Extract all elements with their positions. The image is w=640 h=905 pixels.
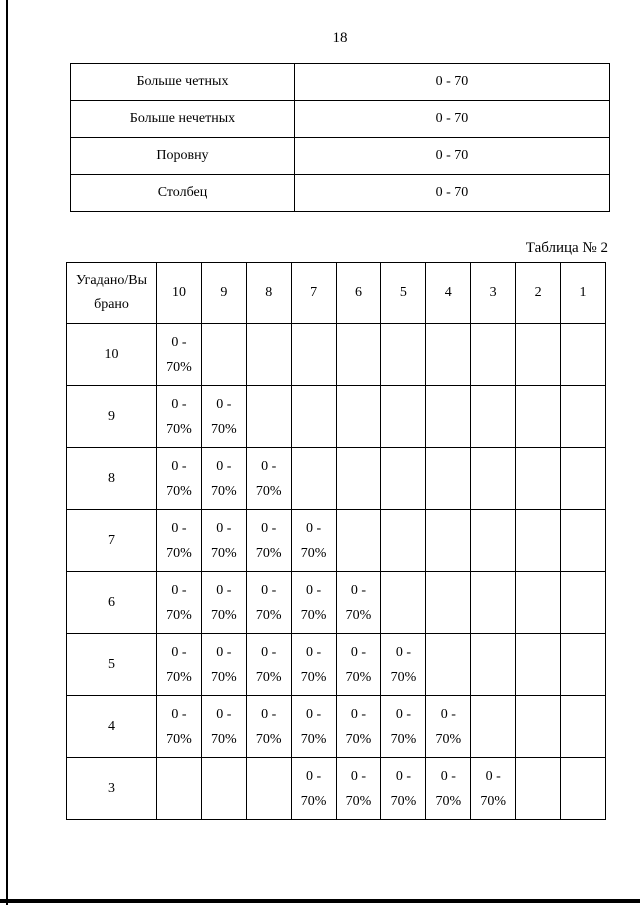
row-header: 7 [67,510,157,572]
corner-header-line2: брано [94,297,129,312]
column-header: 8 [246,263,291,324]
empty-cell [157,758,202,820]
empty-cell [381,386,426,448]
row-header: 8 [67,448,157,510]
cell-line: 70% [255,545,282,561]
cell-line: 70% [166,731,192,747]
probability-cell [426,758,471,820]
empty-cell [426,634,471,696]
probability-cell [336,758,381,820]
empty-cell [336,386,381,448]
empty-cell [516,634,561,696]
cell-line: 70% [345,793,372,809]
cell-line: 70% [211,731,237,747]
cell-line: 0 - [171,458,187,474]
probability-cell [291,696,336,758]
cell-line: 0 - [306,520,322,536]
empty-cell [516,696,561,758]
empty-cell [516,572,561,634]
row-label: Столбец [71,175,295,212]
probability-cell [336,572,381,634]
cell-line: 70% [211,607,237,623]
cell-line: 70% [255,607,282,623]
probability-cell [381,696,426,758]
row-value: 0 - 70 [294,64,609,101]
cell-line: 70% [300,545,327,561]
cell-line: 70% [166,359,192,375]
empty-cell [561,510,606,572]
empty-cell [246,386,291,448]
empty-cell [426,572,471,634]
cell-line: 70% [480,793,507,809]
probability-cell [201,572,246,634]
row-label: Больше нечетных [71,101,295,138]
cell-line: 0 - [306,706,322,722]
cell-line: 0 - [350,768,367,784]
cell-line: 0 - [171,396,187,412]
cell-line: 70% [300,793,327,809]
column-header: 5 [381,263,426,324]
empty-cell [291,386,336,448]
scan-left-edge [6,0,8,905]
cell-line: 0 - [261,706,277,722]
cell-line: 70% [345,731,372,747]
cell-line: 70% [435,731,462,747]
cell-line: 0 - [306,644,322,660]
table-row [71,138,610,175]
cell-line: 0 - [216,582,232,598]
cell-line: 70% [166,607,192,623]
cell-line: 0 - [261,520,277,536]
row-header: 3 [67,758,157,820]
cell-line: 0 - [306,768,322,784]
cell-line: 70% [435,793,462,809]
probability-cell [201,696,246,758]
empty-cell [516,324,561,386]
cell-line: 70% [390,731,417,747]
probability-cell [426,696,471,758]
table-row [71,175,610,212]
empty-cell [516,386,561,448]
cell-line: 0 - [216,396,232,412]
empty-cell [471,448,516,510]
probability-cell [246,572,291,634]
empty-cell [201,758,246,820]
probability-cell [291,572,336,634]
empty-cell [381,448,426,510]
empty-cell [246,324,291,386]
probability-cell [201,448,246,510]
cell-line: 0 - [171,520,187,536]
table-row [71,64,610,101]
cell-line: 0 - [440,768,456,784]
cell-line: 70% [166,421,192,437]
probability-cell [381,758,426,820]
probability-cell [336,634,381,696]
table-row [67,386,606,448]
cell-line: 70% [255,731,282,747]
probability-cell [201,386,246,448]
cell-line: 70% [300,731,327,747]
column-header: 7 [291,263,336,324]
table-row [67,510,606,572]
corner-header-line1: Угадано/Вы [75,273,148,288]
cell-line: 70% [300,607,327,623]
row-header: 9 [67,386,157,448]
empty-cell [426,510,471,572]
probability-cell [291,758,336,820]
cell-line: 0 - [306,582,322,598]
cell-line: 70% [255,483,282,499]
table-row [67,448,606,510]
cell-line: 0 - [261,644,277,660]
cell-line: 0 - [485,768,501,784]
probability-cell [157,386,202,448]
empty-cell [291,324,336,386]
cell-line: 0 - [171,582,187,598]
row-header: 6 [67,572,157,634]
empty-cell [471,634,516,696]
empty-cell [336,324,381,386]
scan-bottom-edge [0,899,640,903]
empty-cell [471,386,516,448]
cell-line: 0 - [171,334,187,350]
empty-cell [561,386,606,448]
probability-cell [291,510,336,572]
empty-cell [561,634,606,696]
cell-line: 0 - [350,582,367,598]
column-header: 3 [471,263,516,324]
empty-cell [381,324,426,386]
row-value: 0 - 70 [294,175,609,212]
cell-line: 70% [166,669,192,685]
probability-cell [157,634,202,696]
cell-line: 0 - [216,644,232,660]
empty-cell [561,758,606,820]
table-row [67,634,606,696]
cell-line: 70% [255,669,282,685]
cell-line: 0 - [261,582,277,598]
cell-line: 70% [345,607,372,623]
row-label: Больше четных [71,64,295,101]
cell-line: 70% [211,545,237,561]
empty-cell [201,324,246,386]
row-header: 10 [67,324,157,386]
empty-cell [336,510,381,572]
cell-line: 0 - [395,706,411,722]
probability-cell [246,510,291,572]
column-header: 4 [426,263,471,324]
table-row [67,324,606,386]
cell-line: 0 - [261,458,277,474]
column-header: 10 [157,263,202,324]
probability-cell [201,634,246,696]
probability-cell [201,510,246,572]
probability-cell [381,634,426,696]
empty-cell [246,758,291,820]
corner-header [67,263,157,324]
cell-line: 0 - [350,706,367,722]
column-header: 1 [561,263,606,324]
empty-cell [381,572,426,634]
probability-cell [471,758,516,820]
empty-cell [471,572,516,634]
empty-cell [516,758,561,820]
cell-line: 70% [390,669,417,685]
empty-cell [561,324,606,386]
cell-line: 0 - [395,768,411,784]
cell-line: 0 - [350,644,367,660]
empty-cell [291,448,336,510]
cell-line: 70% [166,545,192,561]
empty-cell [561,572,606,634]
cell-line: 70% [211,483,237,499]
cell-line: 0 - [216,706,232,722]
probability-cell [336,696,381,758]
empty-cell [381,510,426,572]
empty-cell [426,386,471,448]
cell-line: 0 - [171,706,187,722]
cell-line: 0 - [171,644,187,660]
empty-cell [471,510,516,572]
row-value: 0 - 70 [294,138,609,175]
empty-cell [426,324,471,386]
guess-matrix-table [66,262,606,820]
odds-table [70,63,610,212]
cell-line: 0 - [216,458,232,474]
cell-line: 70% [211,669,237,685]
probability-cell [157,510,202,572]
column-header: 2 [516,263,561,324]
table-row [67,758,606,820]
cell-line: 70% [300,669,327,685]
page-number: 18 [332,30,348,46]
cell-line: 0 - [395,644,411,660]
probability-cell [246,634,291,696]
probability-cell [246,696,291,758]
empty-cell [516,510,561,572]
cell-line: 0 - [440,706,456,722]
probability-cell [157,572,202,634]
row-header: 4 [67,696,157,758]
cell-line: 70% [211,421,237,437]
cell-line: 70% [390,793,417,809]
probability-cell [157,448,202,510]
empty-cell [336,448,381,510]
table-row [71,101,610,138]
table-caption: Таблица № 2 [525,240,608,256]
empty-cell [561,448,606,510]
cell-line: 70% [345,669,372,685]
probability-cell [246,448,291,510]
row-value: 0 - 70 [294,101,609,138]
empty-cell [471,696,516,758]
probability-cell [157,324,202,386]
row-label: Поровну [71,138,295,175]
cell-line: 70% [166,483,192,499]
empty-cell [516,448,561,510]
empty-cell [561,696,606,758]
column-header: 6 [336,263,381,324]
row-header: 5 [67,634,157,696]
header-row [67,263,606,324]
empty-cell [471,324,516,386]
cell-line: 0 - [216,520,232,536]
column-header: 9 [201,263,246,324]
probability-cell [157,696,202,758]
probability-cell [291,634,336,696]
table-row [67,696,606,758]
empty-cell [426,448,471,510]
table-row [67,572,606,634]
